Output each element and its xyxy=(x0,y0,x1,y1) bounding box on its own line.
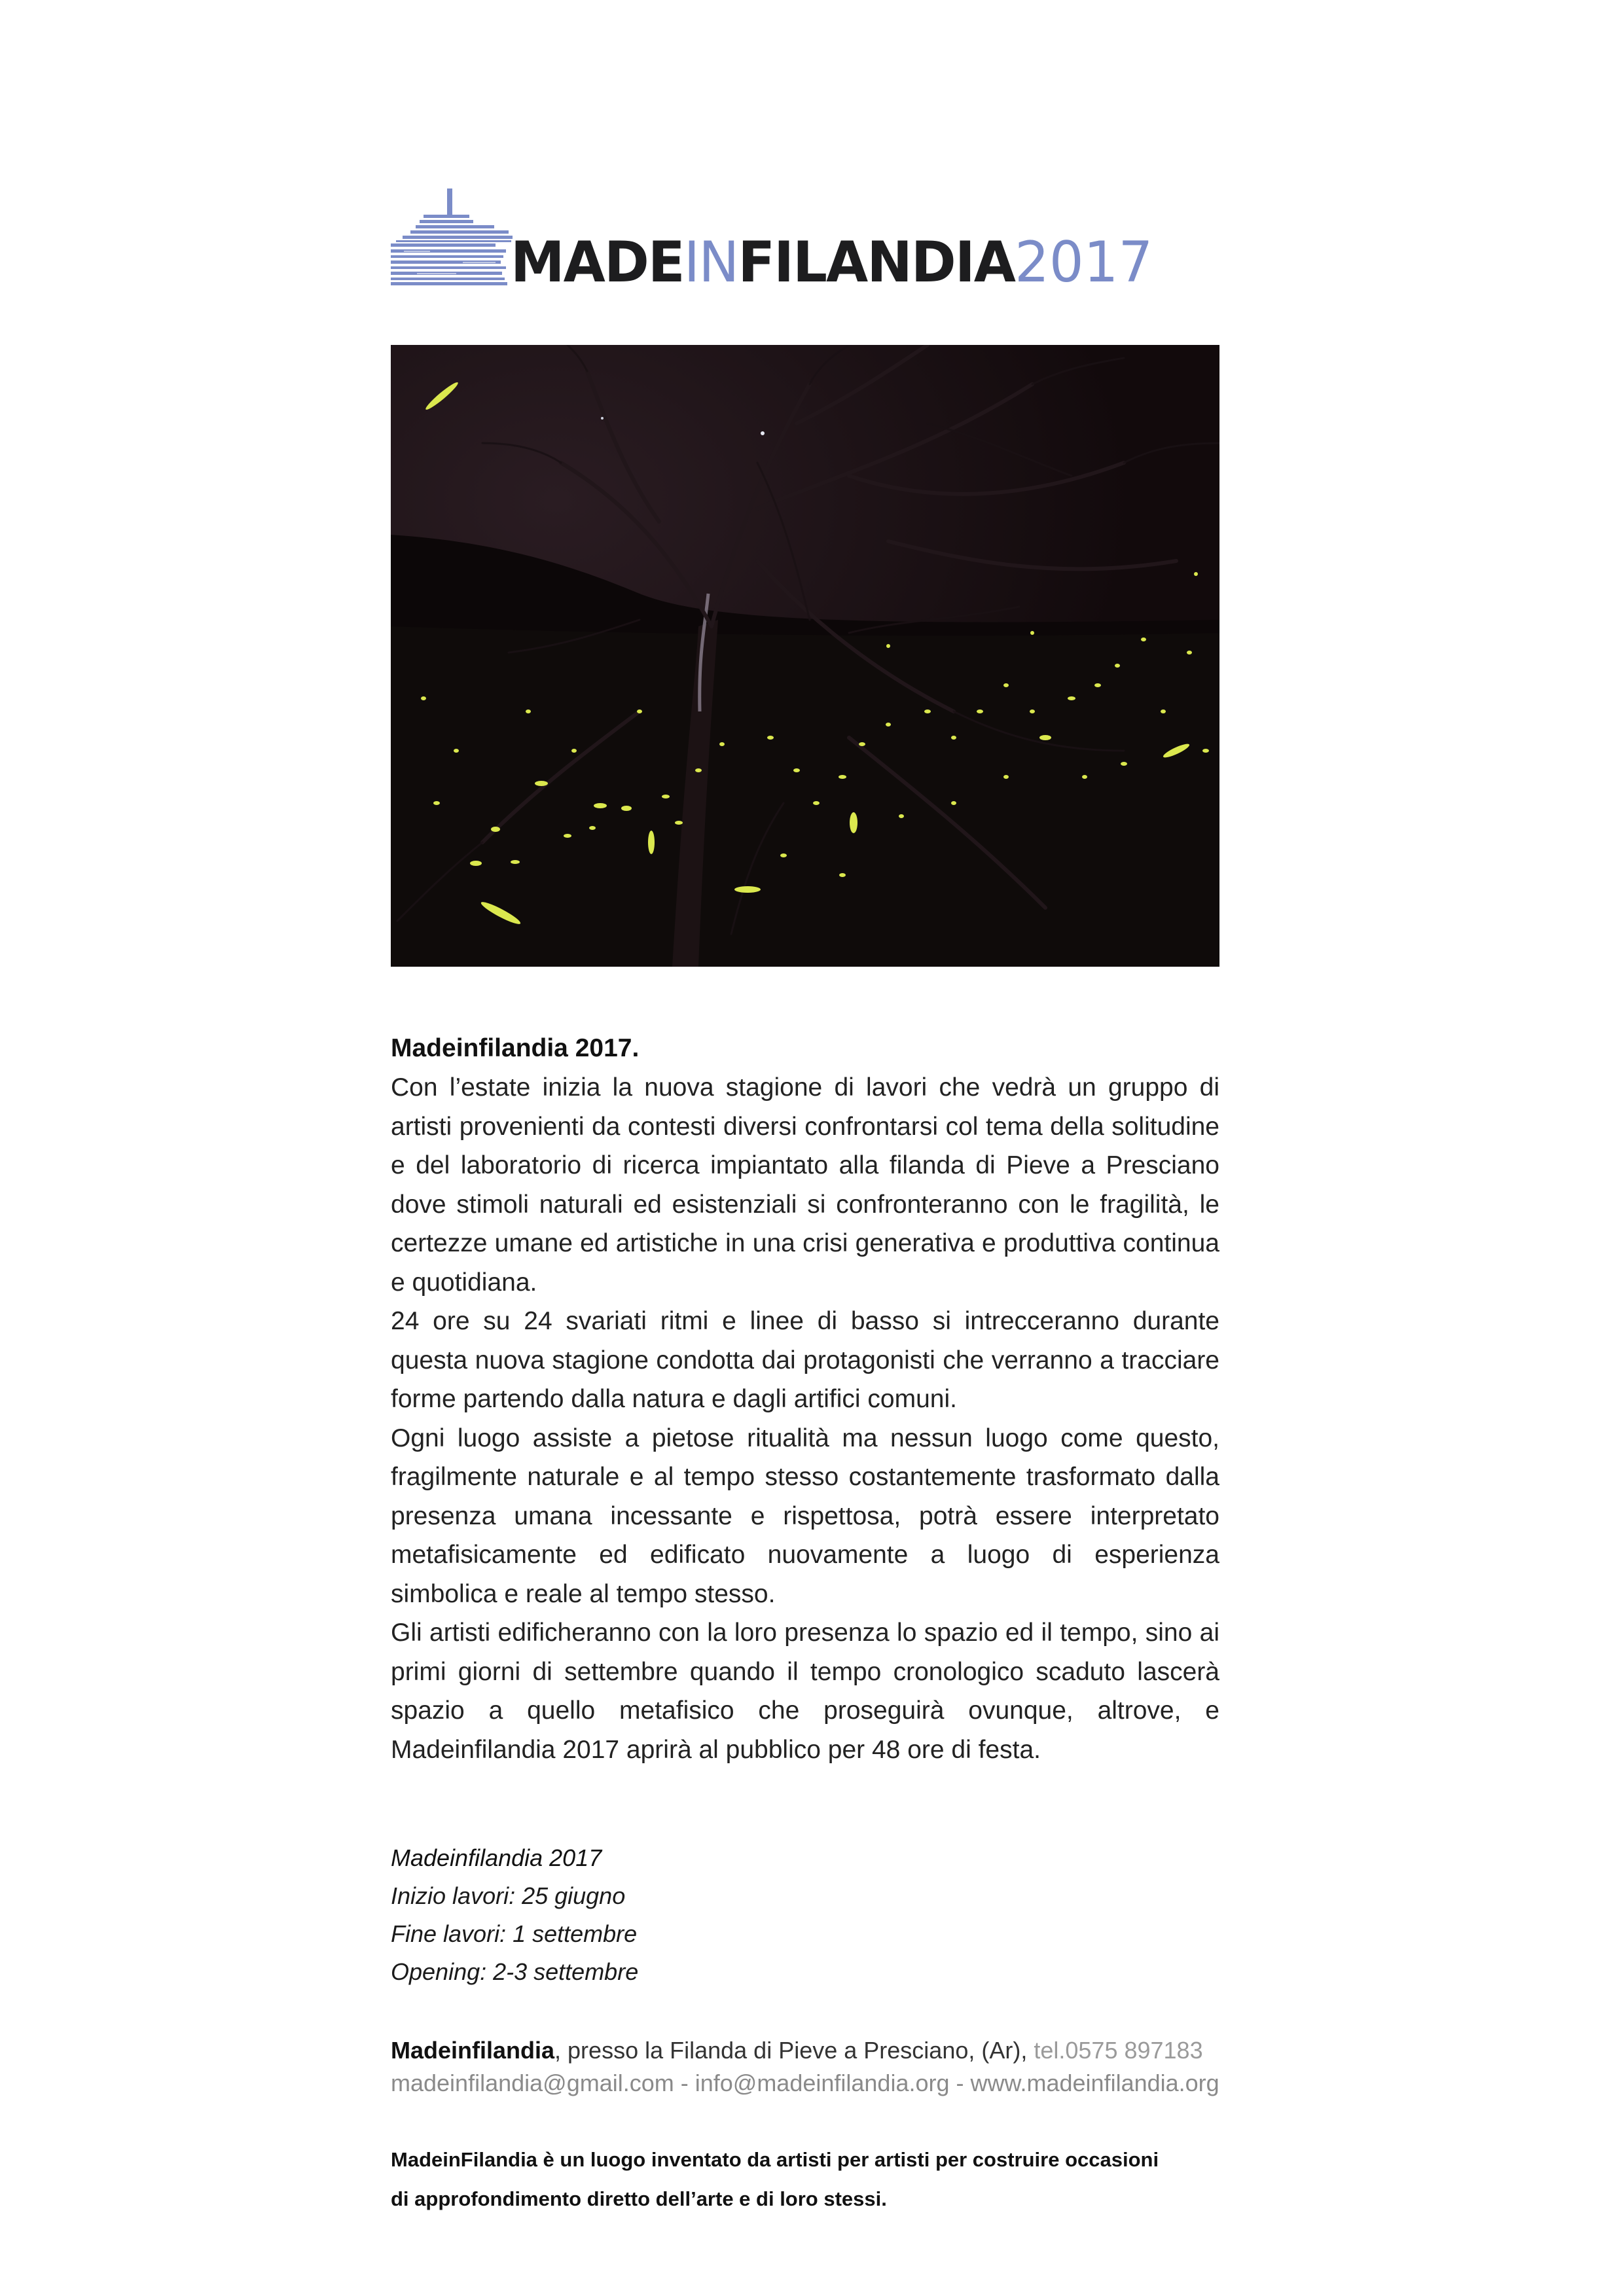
event-opening-date: Opening: 2-3 settembre xyxy=(391,1958,639,1985)
logo-word-in: IN xyxy=(683,230,738,295)
footer-line-1: MadeinFilandia è un luogo inventato da artisti per artisti per costruire occasioni xyxy=(391,2148,1159,2171)
article-body xyxy=(391,1029,1219,1769)
article-paragraph: Ogni luogo assiste a pietose ritualità ma nessun luogo come questo, fragilmente naturale e al tempo stesso costantemente trasformato dalla presenza umana incessante e rispettosa, potrà essere interpretato metafisicamente ed edificato nuovamente a luogo di esperienza simbolica e reale al tempo stesso. xyxy=(391,1424,1219,1608)
event-start-date: Inizio lavori: 25 giugno xyxy=(391,1882,626,1909)
event-name: Madeinfilandia 2017 xyxy=(391,1844,602,1871)
contact-block xyxy=(391,2034,1235,2100)
event-info xyxy=(391,1839,1219,1991)
fireflies-night-photo xyxy=(391,345,1219,967)
footer-statement xyxy=(391,2140,1219,2219)
event-end-date: Fine lavori: 1 settembre xyxy=(391,1920,638,1947)
madeinfilandia-logo xyxy=(391,188,1222,295)
footer-line-2: di approfondimento diretto dell’arte e di loro stessi. xyxy=(391,2187,887,2210)
contact-address-line xyxy=(391,2034,1235,2067)
contact-address: , presso la Filanda di Pieve a Presciano, (Ar), xyxy=(554,2037,1034,2064)
contact-name: Madeinfilandia xyxy=(391,2037,555,2064)
article-paragraph: 24 ore su 24 svariati ritmi e linee di basso si intrecceranno durante questa nuova stagione condotta dai protagonisti che verranno a tracciare forme partendo dalla natura e dagli artifici comuni. xyxy=(391,1307,1219,1413)
article-paragraph: Con l’estate inizia la nuova stagione di lavori che vedrà un gruppo di artisti provenienti da contesti diversi confrontarsi col tema della solitudine e del laboratorio di ricerca impiantato alla filanda di Pieve a Presciano dove stimoli naturali ed esistenziali si confronteranno con le fragilità, le certezze umane ed artistiche in una crisi generativa e produttiva continua e quotidiana. xyxy=(391,1073,1219,1297)
photo-illustration xyxy=(391,345,1219,967)
article-title: Madeinfilandia 2017. xyxy=(391,1034,640,1062)
article-paragraph: Gli artisti edificheranno con la loro presenza lo spazio ed il tempo, sino ai primi giorni di settembre quando il tempo cronologico scaduto lascerà spazio a quello metafisico che proseguirà ovunque, altrove, e Madeinfilandia 2017 aprirà al pubblico per 48 ore di festa. xyxy=(391,1619,1219,1764)
logo-word-year: 2017 xyxy=(1015,230,1153,295)
contact-phone: tel.0575 897183 xyxy=(1034,2037,1203,2064)
logo-word-made: MADE xyxy=(511,230,684,295)
logo-wordmark xyxy=(511,232,1153,293)
contact-emails-website: madeinfilandia@gmail.com - info@madeinfilandia.org - www.madeinfilandia.org xyxy=(391,2070,1219,2096)
logo-word-filandia: FILANDIA xyxy=(738,230,1015,295)
factory-icon xyxy=(391,188,514,287)
